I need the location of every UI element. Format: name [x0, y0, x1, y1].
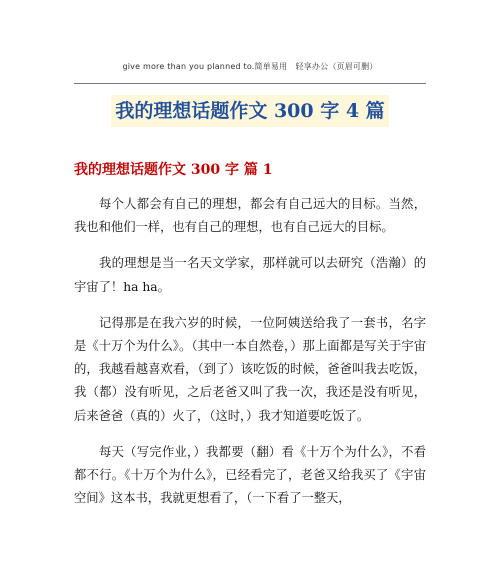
document-body: [74, 193, 426, 523]
title-container: [0, 95, 500, 127]
paragraph-2: 我的理想是当一名天文学家，那样就可以去研究（浩瀚）的宇宙了！ha ha。: [74, 256, 426, 294]
document-title: 我的理想话题作文 300 字 4 篇: [111, 95, 388, 127]
section-title: 我的理想话题作文 300 字 篇 1: [74, 162, 273, 178]
paragraph-1: 每个人都会有自己的理想，都会有自己远大的目标。当然，我也和他们一样，也有自己的理想，也有自己远大的目标。: [74, 197, 426, 235]
paragraph-4: 每天（写完作业，）我都要（翻）看《十万个为什么》，不看都不行。《十万个为什么》，已经看完了，老爸又给我买了《宇宙空间》这本书，我就更想看了，（一下看了一整天，: [74, 444, 426, 506]
header-divider: [74, 83, 426, 84]
page-header: give more than you planned to.简单易用 轻享办公（页眉可删）: [122, 62, 378, 71]
paragraph-3: 记得那是在我六岁的时候，一位阿姨送给我了一套书，名字是《十万个为什么》。（其中一本自然卷，）那上面都是写关于宇宙的，我越看越喜欢看，（到了）该吃饭的时候，爸爸叫我去吃饭，我（都）没有听见，之后老爸又叫了我一次，我还是没有听见，后来爸爸（真的）火了，（这时，）我才知道要吃饭了。: [74, 315, 426, 423]
